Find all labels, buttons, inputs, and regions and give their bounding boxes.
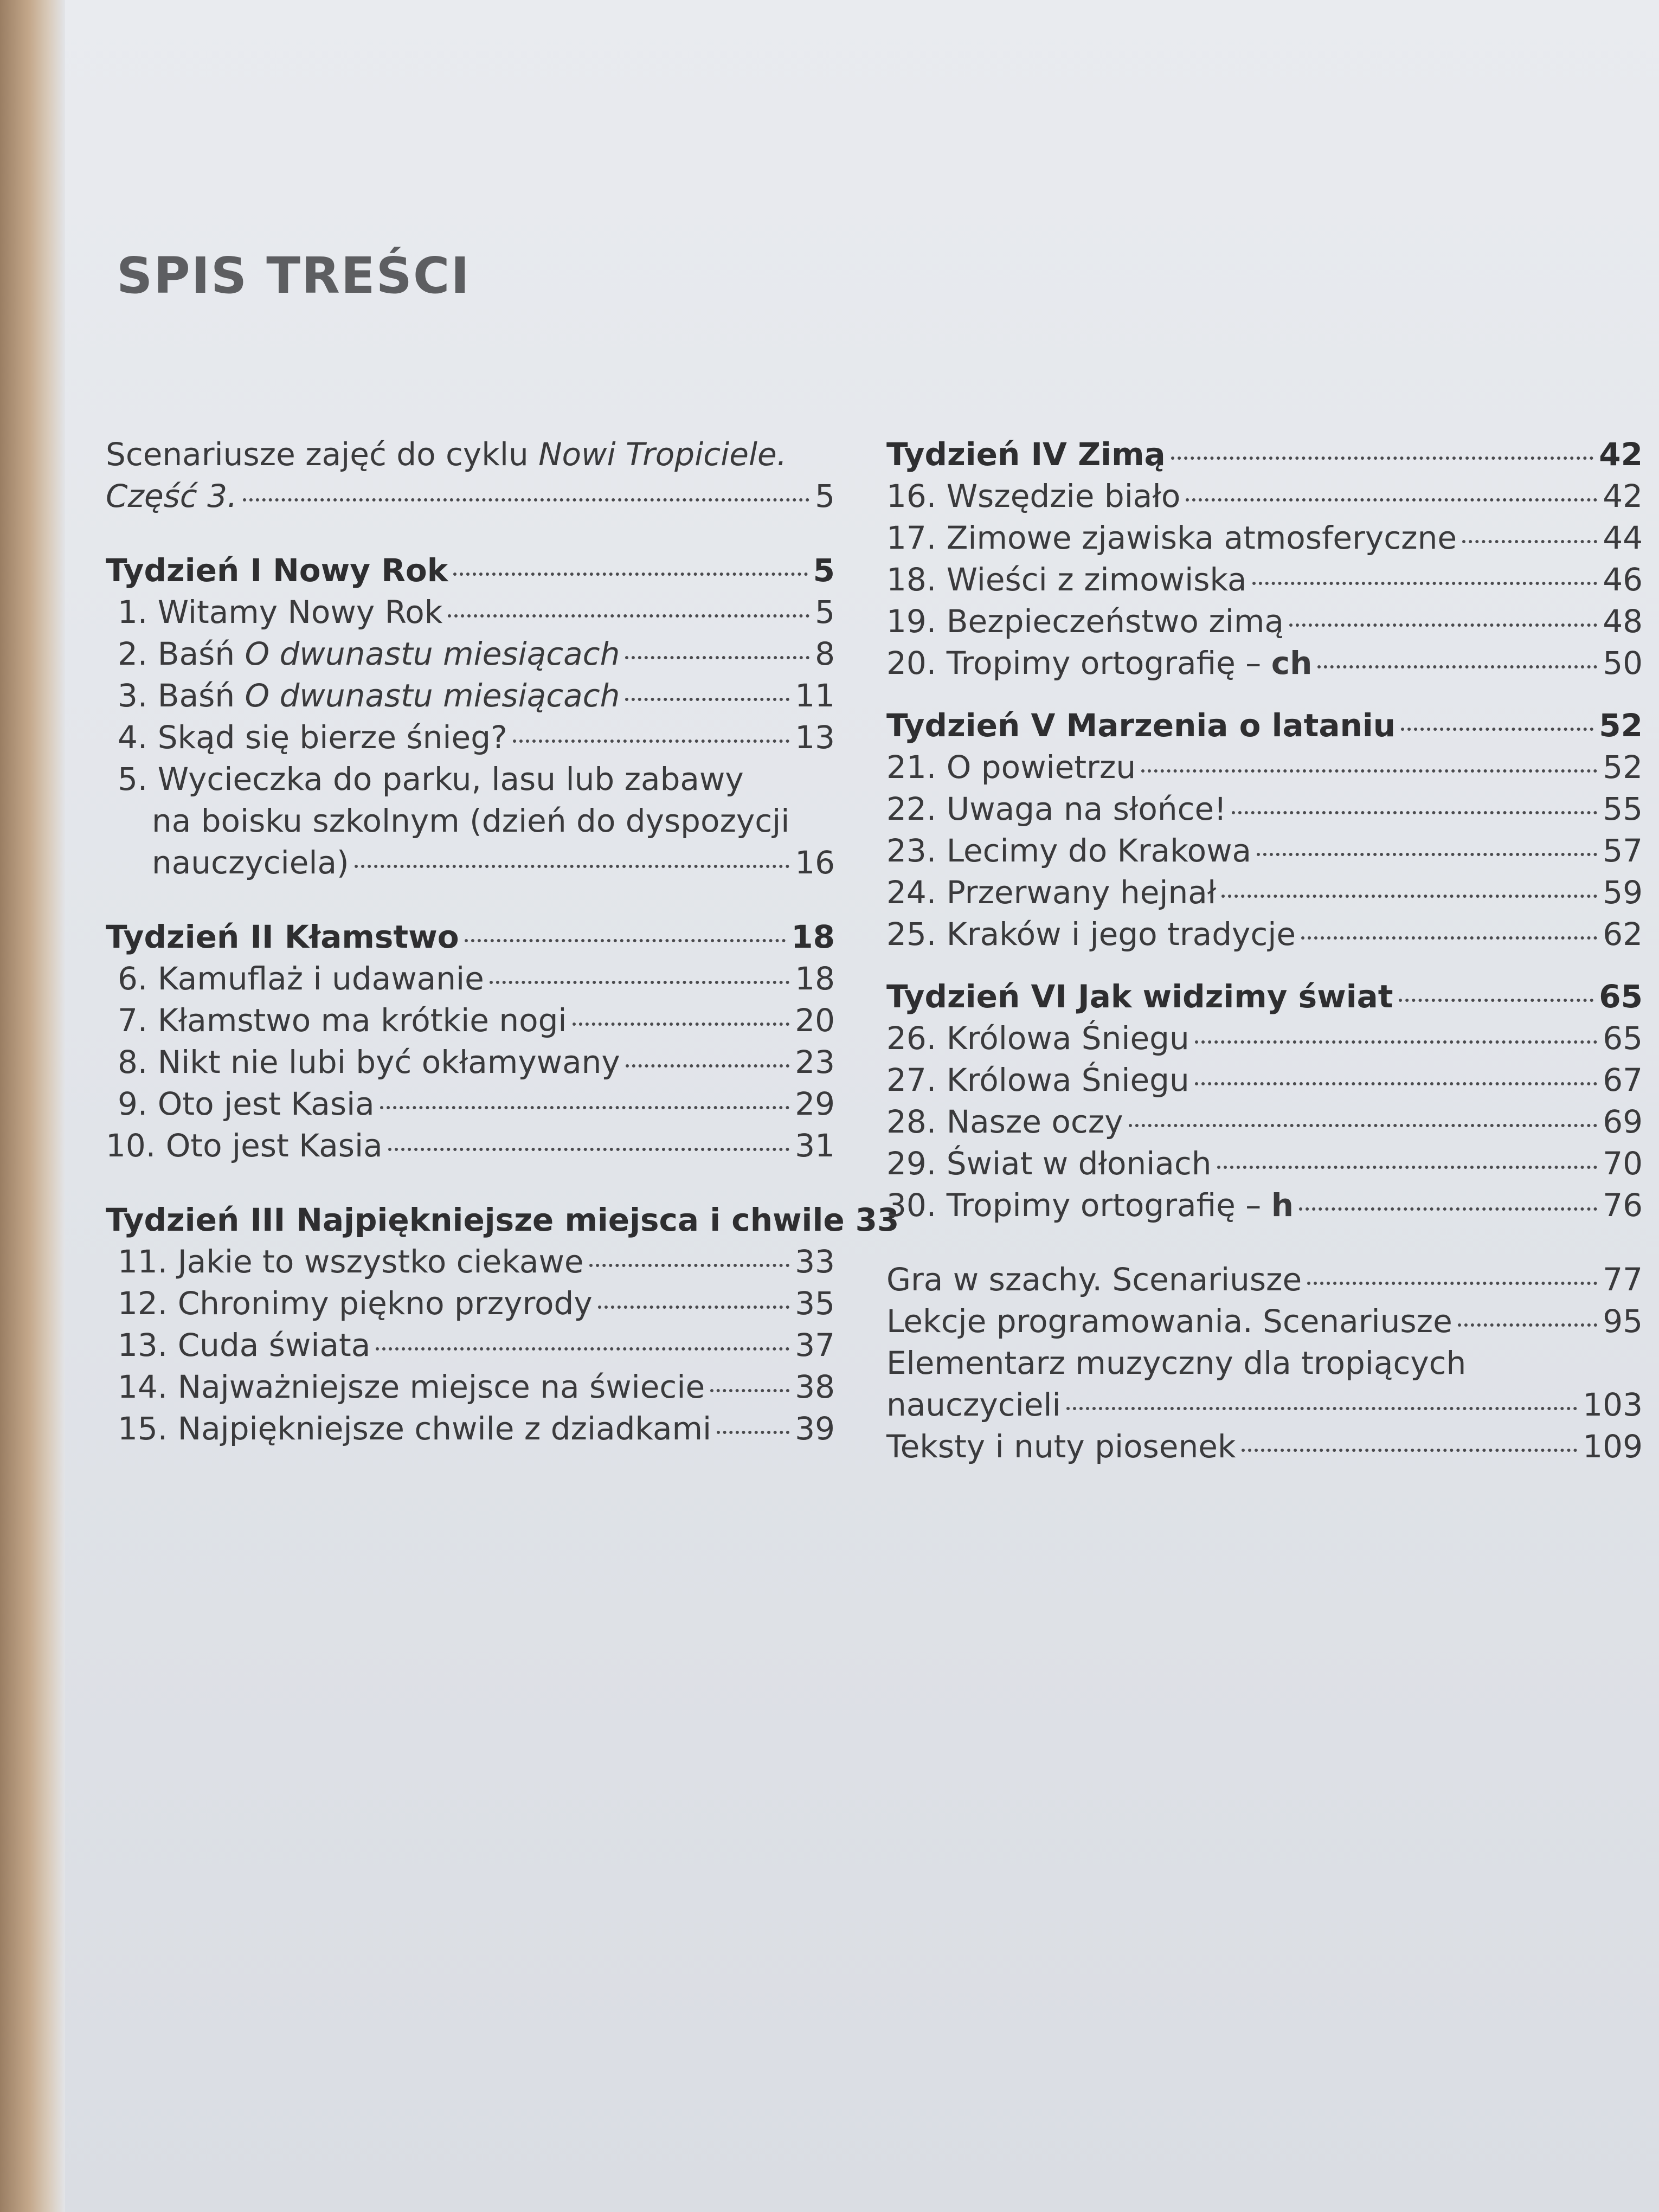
- item-label: Jakie to wszystko ciekawe: [177, 1243, 584, 1280]
- week-label: Tydzień II Kłamstwo: [106, 918, 459, 955]
- leader-dots: [1195, 1082, 1597, 1085]
- toc-week-3: [106, 1199, 899, 1241]
- page-number: 65: [1603, 1020, 1643, 1057]
- leader-dots: [589, 1264, 790, 1267]
- page-number: 39: [795, 1410, 835, 1447]
- leader-dots: [1307, 1282, 1597, 1285]
- extra-label: Teksty i nuty piosenek: [886, 1428, 1236, 1465]
- toc-item: [106, 1366, 835, 1408]
- toc-item: [106, 717, 835, 758]
- page-number: 50: [1603, 645, 1643, 681]
- leader-dots: [376, 1347, 789, 1351]
- item-number: 5.: [118, 761, 158, 798]
- item-label: Wszędzie biało: [946, 478, 1181, 515]
- page-number: 70: [1603, 1145, 1643, 1182]
- item-label-plain: Baśń: [157, 677, 245, 714]
- leader-dots: [1242, 1449, 1578, 1452]
- toc-item: [106, 1324, 835, 1366]
- page-number: 52: [1599, 707, 1643, 744]
- item-label: Królowa Śniegu: [946, 1020, 1189, 1057]
- toc-item: [886, 747, 1643, 788]
- page-number: 65: [1599, 978, 1643, 1015]
- week-label: Tydzień V Marzenia o lataniu: [886, 707, 1396, 744]
- item-label-text: Tropimy ortografię –: [946, 1187, 1271, 1224]
- page-number: 31: [795, 1127, 835, 1164]
- toc-intro-line2: [106, 475, 835, 517]
- page-number: 69: [1603, 1103, 1643, 1140]
- item-label-plain: Baśń: [157, 635, 245, 672]
- toc-right-column: [886, 434, 1643, 1468]
- toc-item-multiline-3: [106, 842, 835, 884]
- item-number: 4.: [118, 719, 158, 756]
- leader-dots: [710, 1389, 789, 1392]
- leader-dots: [388, 1148, 790, 1151]
- toc-item: [886, 830, 1643, 872]
- toc-item: [106, 633, 835, 675]
- page-number: 38: [795, 1368, 835, 1405]
- page-title: SPIS TREŚCI: [117, 247, 471, 305]
- week-label: Tydzień IV Zimą: [886, 436, 1166, 473]
- page-number: 109: [1583, 1428, 1643, 1465]
- book-spine: [0, 0, 65, 2212]
- item-number: 25.: [886, 916, 947, 953]
- item-label: Kłamstwo ma krótkie nogi: [157, 1002, 567, 1039]
- leader-dots: [1299, 1207, 1597, 1211]
- item-label: [947, 642, 1313, 684]
- leader-dots: [1458, 1323, 1597, 1327]
- leader-dots: [513, 740, 789, 743]
- item-number: 6.: [118, 960, 158, 997]
- leader-dots: [1301, 936, 1597, 940]
- item-number: 28.: [886, 1103, 947, 1140]
- item-number: 27.: [886, 1062, 947, 1098]
- page-number: 33: [855, 1201, 899, 1238]
- toc-item: [106, 1408, 835, 1450]
- intro-part: Część 3.: [106, 478, 237, 515]
- page-number: 11: [795, 677, 835, 714]
- leader-dots: [1252, 582, 1598, 585]
- page-number: 18: [791, 918, 835, 955]
- toc-item: [886, 872, 1643, 914]
- page-number: 59: [1603, 874, 1643, 911]
- toc-extra-line1: Elementarz muzyczny dla tropiących: [886, 1345, 1467, 1381]
- item-label: Bezpieczeństwo zimą: [946, 603, 1284, 640]
- leader-dots: [573, 1023, 790, 1026]
- item-label: Królowa Śniegu: [946, 1062, 1189, 1098]
- page-number: 55: [1603, 790, 1643, 827]
- item-number: 2.: [118, 635, 158, 672]
- leader-dots: [1195, 1040, 1597, 1044]
- toc-item-multiline-2: na boisku szkolnym (dzień do dyspozycji: [152, 802, 790, 839]
- leader-dots: [1317, 665, 1597, 668]
- item-label: Chronimy piękno przyrody: [177, 1285, 593, 1322]
- item-number: 11.: [118, 1243, 178, 1280]
- item-number: 13.: [118, 1327, 178, 1364]
- toc-item-multiline-1: [106, 758, 835, 800]
- page-number: 16: [795, 844, 835, 881]
- item-label: O powietrzu: [946, 749, 1136, 786]
- page-number: 44: [1603, 519, 1643, 556]
- leader-dots: [598, 1306, 790, 1309]
- leader-dots: [465, 939, 786, 942]
- toc-item: [886, 788, 1643, 830]
- item-label-bold: h: [1271, 1187, 1294, 1224]
- leader-dots: [1217, 1166, 1598, 1169]
- item-label-italic: O dwunastu miesiącach: [245, 677, 620, 714]
- page-number: 35: [795, 1285, 835, 1322]
- toc-item: [106, 675, 835, 717]
- leader-dots: [1401, 728, 1593, 731]
- leader-dots: [1257, 853, 1597, 856]
- leader-dots: [625, 698, 789, 701]
- item-number: 21.: [886, 749, 947, 786]
- week-label: Tydzień VI Jak widzimy świat: [886, 978, 1393, 1015]
- toc-item: [886, 1185, 1643, 1226]
- item-number: 24.: [886, 874, 947, 911]
- item-number: 9.: [118, 1085, 158, 1122]
- page-number: 103: [1583, 1386, 1643, 1423]
- toc-left-column: [106, 434, 899, 1450]
- leader-dots: [448, 614, 809, 618]
- item-label-text: Tropimy ortografię –: [946, 645, 1271, 681]
- item-number: 23.: [886, 832, 947, 869]
- leader-dots: [1066, 1407, 1578, 1410]
- page-number: 5: [815, 594, 835, 631]
- item-label-line1: Wycieczka do parku, lasu lub zabawy: [157, 761, 744, 798]
- page-number: 46: [1603, 561, 1643, 598]
- leader-dots: [1141, 769, 1597, 773]
- item-label: Witamy Nowy Rok: [157, 594, 443, 631]
- toc-item: [886, 914, 1643, 955]
- toc-item: [886, 559, 1643, 601]
- item-label: Kraków i jego tradycje: [946, 916, 1296, 953]
- toc-item: [886, 1018, 1643, 1059]
- toc-extra: [886, 1426, 1643, 1468]
- page-number: 57: [1603, 832, 1643, 869]
- toc-week-2: [106, 916, 835, 958]
- page-number: 95: [1603, 1303, 1643, 1340]
- page-number: 20: [795, 1002, 835, 1039]
- page-number: 23: [795, 1044, 835, 1081]
- item-label-line3: nauczyciela): [152, 844, 349, 881]
- extra-label: Lekcje programowania. Scenariusze: [886, 1303, 1452, 1340]
- item-label: Świat w dłoniach: [946, 1145, 1212, 1182]
- item-number: 12.: [118, 1285, 178, 1322]
- page-number: 77: [1603, 1261, 1643, 1298]
- page-number: 42: [1603, 478, 1643, 515]
- toc-item: [106, 1125, 835, 1167]
- item-label: Oto jest Kasia: [157, 1085, 375, 1122]
- item-number: 1.: [118, 594, 158, 631]
- item-label: [947, 1185, 1294, 1226]
- page-number: 13: [795, 719, 835, 756]
- item-label: Wieści z zimowiska: [946, 561, 1247, 598]
- toc-item: [886, 517, 1643, 559]
- item-number: 29.: [886, 1145, 947, 1182]
- leader-dots: [1399, 999, 1594, 1002]
- leader-dots: [1221, 895, 1597, 898]
- toc-item: [886, 475, 1643, 517]
- toc-item: [886, 1101, 1643, 1143]
- leader-dots: [380, 1106, 789, 1109]
- toc-item: [106, 1083, 835, 1125]
- leader-dots: [1232, 811, 1597, 814]
- page-number: 33: [795, 1243, 835, 1280]
- item-number: 8.: [118, 1044, 158, 1081]
- toc-item: [886, 642, 1643, 684]
- page-number: 29: [795, 1085, 835, 1122]
- toc-item: [106, 1283, 835, 1324]
- leader-dots: [355, 865, 789, 868]
- page-number: 8: [815, 635, 835, 672]
- item-label: Nasze oczy: [946, 1103, 1123, 1140]
- item-label: Kamuflaż i udawanie: [157, 960, 484, 997]
- item-number: 3.: [118, 677, 158, 714]
- toc-week-1: [106, 550, 835, 591]
- toc-item: [106, 1000, 835, 1041]
- item-number: 22.: [886, 790, 947, 827]
- item-number: 20.: [886, 645, 947, 681]
- extra-label: Gra w szachy. Scenariusze: [886, 1261, 1302, 1298]
- leader-dots: [1186, 498, 1597, 501]
- toc-week-5: [886, 705, 1643, 747]
- leader-dots: [1171, 456, 1594, 460]
- toc-item: [106, 1041, 835, 1083]
- leader-dots: [626, 1064, 789, 1068]
- leader-dots: [1129, 1124, 1598, 1127]
- leader-dots: [490, 981, 789, 984]
- intro-italic: Nowi Tropiciele.: [538, 436, 787, 473]
- page-number: 5: [815, 478, 835, 515]
- item-number: 26.: [886, 1020, 947, 1057]
- toc-item: [886, 1143, 1643, 1185]
- leader-dots: [243, 498, 810, 501]
- item-number: 30.: [886, 1187, 947, 1224]
- page-number: 67: [1603, 1062, 1643, 1098]
- item-number: 19.: [886, 603, 947, 640]
- page-number: 52: [1603, 749, 1643, 786]
- leader-dots: [1289, 623, 1597, 627]
- page-number: 62: [1603, 916, 1643, 953]
- intro-text: Scenariusze zajęć do cyklu: [106, 436, 539, 473]
- item-label: Oto jest Kasia: [165, 1127, 383, 1164]
- item-label: Najpiękniejsze chwile z dziadkami: [177, 1410, 712, 1447]
- item-label: Lecimy do Krakowa: [946, 832, 1252, 869]
- item-number: 14.: [118, 1368, 178, 1405]
- toc-extra: [886, 1259, 1643, 1301]
- toc-extra: [886, 1384, 1643, 1426]
- item-label: Zimowe zjawiska atmosferyczne: [946, 519, 1457, 556]
- item-label: Uwaga na słońce!: [946, 790, 1227, 827]
- item-number: 7.: [118, 1002, 158, 1039]
- item-label: Skąd się bierze śnieg?: [157, 719, 507, 756]
- toc-week-6: [886, 976, 1643, 1018]
- extra-label: nauczycieli: [886, 1386, 1061, 1423]
- page-number: 18: [795, 960, 835, 997]
- item-label-italic: O dwunastu miesiącach: [245, 635, 620, 672]
- item-label: Nikt nie lubi być okłamywany: [157, 1044, 620, 1081]
- toc-extra: [886, 1301, 1643, 1342]
- leader-dots: [1462, 540, 1597, 543]
- toc-item: [886, 601, 1643, 642]
- item-label: Przerwany hejnał: [946, 874, 1217, 911]
- item-label: [158, 633, 620, 675]
- toc-week-4: [886, 434, 1643, 475]
- item-label: Cuda świata: [177, 1327, 371, 1364]
- item-label-bold: ch: [1271, 645, 1313, 681]
- leader-dots: [453, 573, 807, 576]
- toc-item: [886, 1059, 1643, 1101]
- page-number: 37: [795, 1327, 835, 1364]
- item-label: [158, 675, 620, 717]
- toc-item: [106, 591, 835, 633]
- toc-item: [106, 958, 835, 1000]
- leader-dots: [717, 1431, 789, 1434]
- toc-item: [106, 1241, 835, 1283]
- page-number: 48: [1603, 603, 1643, 640]
- page-number: 42: [1599, 436, 1643, 473]
- week-label: Tydzień III Najpiękniejsze miejsca i chwile: [106, 1201, 845, 1238]
- item-number: 10.: [106, 1127, 166, 1164]
- item-number: 16.: [886, 478, 947, 515]
- item-label: Najważniejsze miejsce na świecie: [177, 1368, 705, 1405]
- week-label: Tydzień I Nowy Rok: [106, 552, 448, 589]
- item-number: 18.: [886, 561, 947, 598]
- page-number: 5: [813, 552, 835, 589]
- page-number: 76: [1603, 1187, 1643, 1224]
- leader-dots: [625, 656, 809, 659]
- toc-intro-line1: [106, 434, 835, 475]
- item-number: 15.: [118, 1410, 178, 1447]
- item-number: 17.: [886, 519, 947, 556]
